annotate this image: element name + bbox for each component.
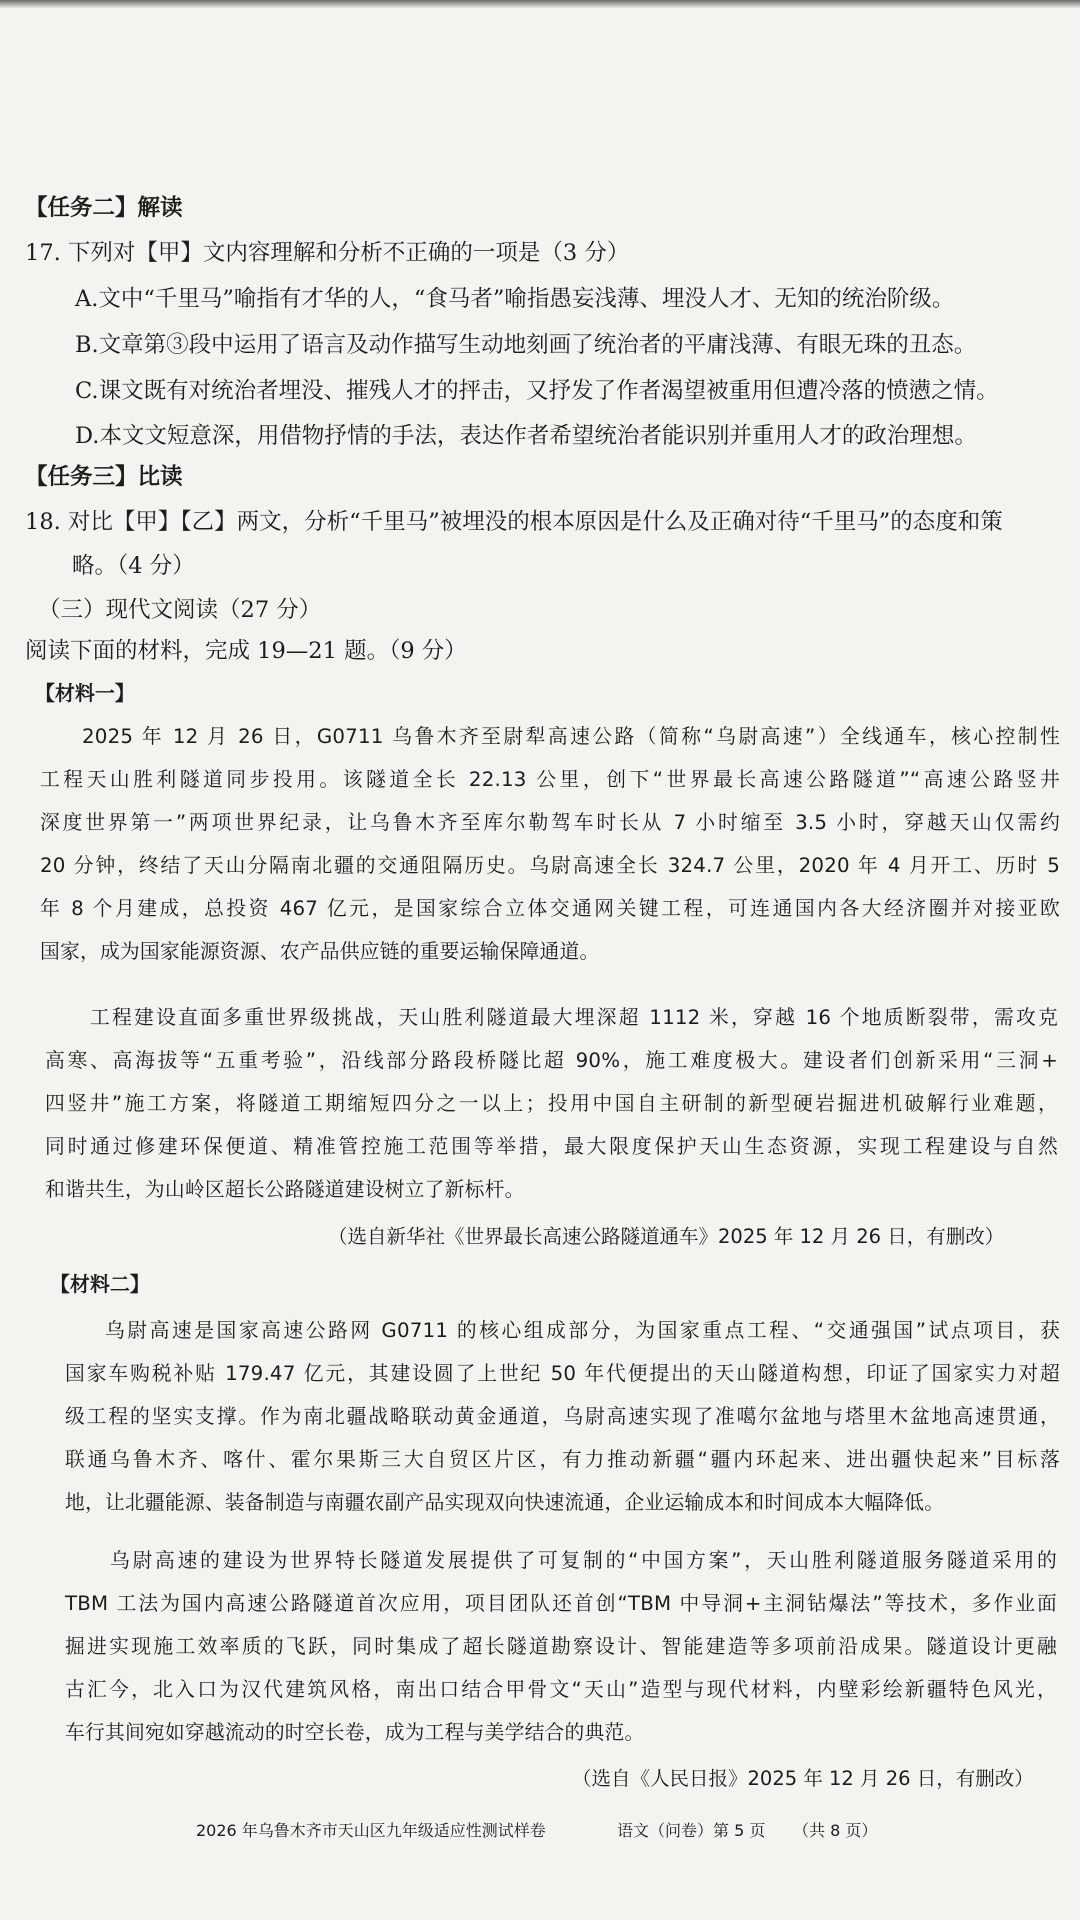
material1-line: 2025 年 12 月 26 日，G0711 乌鲁木齐至尉犁高速公路（简称“乌尉高速”）全线通车，核心控制性	[82, 725, 1060, 748]
material1-line: 四竖井”施工方案，将隧道工期缩短四分之一以上；投用中国自主研制的新型硬岩掘进机破解行业难题，	[45, 1092, 1058, 1115]
material1-line: 深度世界第一”两项世界纪录，让乌鲁木齐至库尔勒驾车时长从 7 小时缩至 3.5 小时，穿越天山仅需约	[40, 811, 1060, 834]
question-17-option-b: B.文章第③段中运用了语言及动作描写生动地刻画了统治者的平庸浅薄、有眼无珠的丑态。	[75, 332, 977, 358]
material1-heading: 【材料一】	[35, 682, 135, 705]
footer-total-pages: （共 8 页）	[793, 1821, 878, 1840]
material2-heading: 【材料二】	[50, 1273, 150, 1296]
material2-line: 掘进实现施工效率质的飞跃，同时集成了超长隧道勘察设计、智能建造等多项前沿成果。隧道设计更融	[65, 1635, 1057, 1658]
task2-heading: 【任务二】解读	[25, 195, 183, 221]
material1-line: 和谐共生，为山岭区超长公路隧道建设树立了新标杆。	[45, 1178, 525, 1201]
material1-line: 同时通过修建环保便道、精准管控施工范围等举措，最大限度保护天山生态资源，实现工程建设与自然	[45, 1135, 1058, 1158]
section3-title: （三）现代文阅读（27 分）	[38, 597, 322, 623]
material2-line: 级工程的坚实支撑。作为南北疆战略联动黄金通道，乌尉高速实现了准噶尔盆地与塔里木盆地高速贯通，	[65, 1405, 1060, 1428]
question-17-option-d: D.本文文短意深，用借物抒情的手法，表达作者希望统治者能识别并重用人才的政治理想。	[75, 423, 977, 449]
material1-line: 工程建设直面多重世界级挑战，天山胜利隧道最大埋深超 1112 米，穿越 16 个地质断裂带，需攻克	[90, 1006, 1058, 1029]
material1-source: （选自新华社《世界最长高速公路隧道通车》2025 年 12 月 26 日，有删改）	[328, 1225, 1005, 1248]
material2-line: 联通乌鲁木齐、喀什、霍尔果斯三大自贸区片区，有力推动新疆“疆内环起来、进出疆快起来”目标落	[65, 1448, 1060, 1471]
material2-line: 国家车购税补贴 179.47 亿元，其建设圆了上世纪 50 年代便提出的天山隧道构想，印证了国家实力对超	[65, 1362, 1060, 1385]
material1-line: 工程天山胜利隧道同步投用。该隧道全长 22.13 公里，创下“世界最长高速公路隧道”“高速公路竖井	[40, 768, 1060, 791]
question-17-option-c: C.课文既有对统治者埋没、摧残人才的抨击，又抒发了作者渴望被重用但遭冷落的愤懑之情。	[75, 378, 999, 404]
section3-instruction: 阅读下面的材料，完成 19—21 题。（9 分）	[25, 638, 467, 664]
material2-line: 乌尉高速是国家高速公路网 G0711 的核心组成部分，为国家重点工程、“交通强国”试点项目，获	[105, 1319, 1060, 1342]
question-17-option-a: A.文中“千里马”喻指有才华的人，“食马者”喻指愚妄浅薄、埋没人才、无知的统治阶级。	[75, 286, 955, 312]
material2-line: 古汇今，北入口为汉代建筑风格，南出口结合甲骨文“天山”造型与现代材料，内壁彩绘新疆特色风光，	[65, 1678, 1057, 1701]
question-18-line2: 略。（4 分）	[72, 553, 195, 579]
question-17-stem: 17. 下列对【甲】文内容理解和分析不正确的一项是（3 分）	[25, 240, 630, 266]
footer-page-number: 语文（问卷）第 5 页	[617, 1821, 766, 1840]
material2-source: （选自《人民日报》2025 年 12 月 26 日，有删改）	[572, 1767, 1034, 1790]
material1-line: 国家，成为国家能源资源、农产品供应链的重要运输保障通道。	[40, 940, 600, 963]
material1-line: 20 分钟，终结了天山分隔南北疆的交通阻隔历史。乌尉高速全长 324.7 公里，2020 年 4 月开工、历时 5	[40, 854, 1060, 877]
material2-line: TBM 工法为国内高速公路隧道首次应用，项目团队还首创“TBM 中导洞+主洞钻爆法”等技术，多作业面	[65, 1592, 1057, 1615]
material2-line: 车行其间宛如穿越流动的时空长卷，成为工程与美学结合的典范。	[65, 1721, 645, 1744]
material1-line: 年 8 个月建成，总投资 467 亿元，是国家综合立体交通网关键工程，可连通国内各大经济圈并对接亚欧	[40, 897, 1060, 920]
material2-line: 乌尉高速的建设为世界特长隧道发展提供了可复制的“中国方案”，天山胜利隧道服务隧道采用的	[110, 1549, 1057, 1572]
material2-line: 地，让北疆能源、装备制造与南疆农副产品实现双向快速流通，企业运输成本和时间成本大幅降低。	[65, 1491, 945, 1514]
footer-exam-title: 2026 年乌鲁木齐市天山区九年级适应性测试样卷	[196, 1821, 546, 1840]
material1-line: 高寒、高海拔等“五重考验”，沿线部分路段桥隧比超 90%，施工难度极大。建设者们创新采用“三洞+	[45, 1049, 1058, 1072]
task3-heading: 【任务三】比读	[25, 464, 183, 490]
question-18-line1: 18. 对比【甲】【乙】两文，分析“千里马”被埋没的根本原因是什么及正确对待“千里马”的态度和策	[25, 509, 1003, 535]
